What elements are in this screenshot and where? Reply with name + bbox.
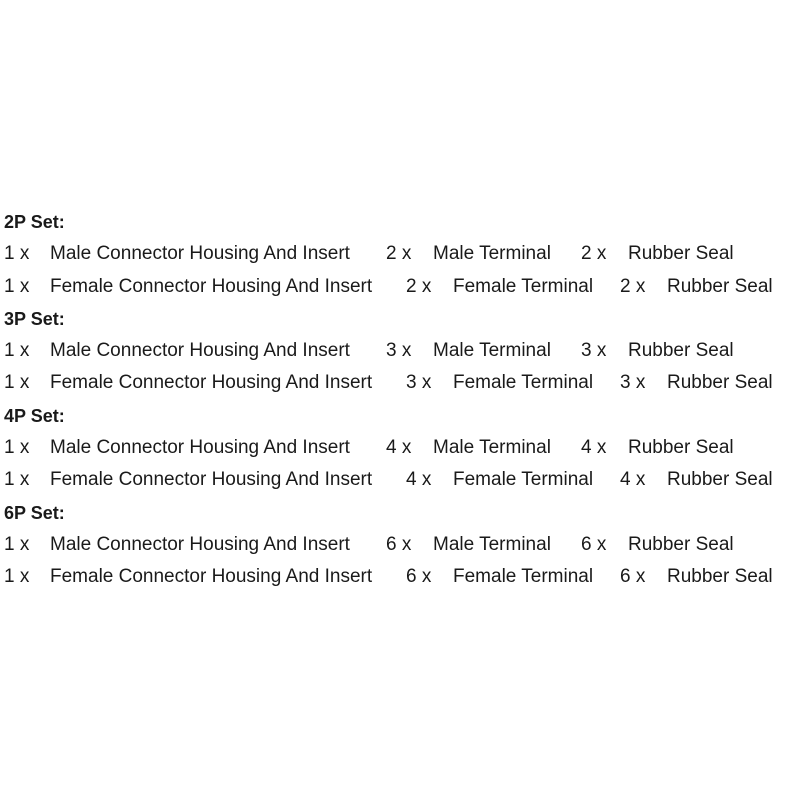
terminal-quantity: 2 x <box>406 275 432 297</box>
terminal-description: Female Terminal <box>453 469 594 491</box>
terminal-quantity: 3 x <box>406 372 432 394</box>
set-3p-female-row <box>4 367 796 399</box>
housing-description: Male Connector Housing And Insert <box>50 340 350 362</box>
terminal-description: Female Terminal <box>453 372 594 394</box>
seal-quantity: 4 x <box>620 469 646 491</box>
housing-quantity: 1 x <box>4 533 30 555</box>
terminal-description: Male Terminal <box>433 533 551 555</box>
set-6p-heading <box>4 497 796 529</box>
housing-quantity: 1 x <box>4 437 30 459</box>
set-6p-male-row <box>4 529 796 561</box>
housing-description: Female Connector Housing And Insert <box>50 469 373 491</box>
seal-description: Rubber Seal <box>628 243 734 265</box>
housing-quantity: 1 x <box>4 469 30 491</box>
housing-quantity: 1 x <box>4 340 30 362</box>
set-3p-male-row <box>4 335 796 367</box>
terminal-description: Male Terminal <box>433 437 551 459</box>
seal-quantity: 4 x <box>581 437 607 459</box>
housing-description: Female Connector Housing And Insert <box>50 566 373 588</box>
housing-description: Female Connector Housing And Insert <box>50 372 373 394</box>
housing-quantity: 1 x <box>4 243 30 265</box>
seal-quantity: 2 x <box>620 275 646 297</box>
seal-description: Rubber Seal <box>628 533 734 555</box>
set-2p-male-row <box>4 238 796 270</box>
set-title: 4P Set: <box>4 405 65 426</box>
set-2p-heading <box>4 206 796 238</box>
seal-quantity: 6 x <box>620 566 646 588</box>
terminal-quantity: 2 x <box>386 243 412 265</box>
seal-description: Rubber Seal <box>667 372 773 394</box>
terminal-quantity: 6 x <box>386 533 412 555</box>
seal-description: Rubber Seal <box>667 566 773 588</box>
seal-description: Rubber Seal <box>667 275 773 297</box>
seal-quantity: 6 x <box>581 533 607 555</box>
housing-quantity: 1 x <box>4 275 30 297</box>
terminal-description: Male Terminal <box>433 243 551 265</box>
set-6p-female-row <box>4 561 796 593</box>
set-4p-male-row <box>4 432 796 464</box>
set-title: 3P Set: <box>4 308 65 329</box>
set-title: 2P Set: <box>4 212 65 232</box>
housing-description: Male Connector Housing And Insert <box>50 243 350 265</box>
parts-list <box>4 206 796 594</box>
terminal-quantity: 6 x <box>406 566 432 588</box>
terminal-description: Female Terminal <box>453 566 594 588</box>
seal-description: Rubber Seal <box>667 469 773 491</box>
housing-quantity: 1 x <box>4 372 30 394</box>
housing-description: Female Connector Housing And Insert <box>50 275 373 297</box>
set-4p-heading <box>4 400 796 432</box>
terminal-description: Male Terminal <box>433 340 551 362</box>
set-3p-heading <box>4 303 796 335</box>
seal-quantity: 3 x <box>581 340 607 362</box>
seal-quantity: 3 x <box>620 372 646 394</box>
set-title: 6P Set: <box>4 502 65 523</box>
terminal-description: Female Terminal <box>453 275 594 297</box>
terminal-quantity: 4 x <box>406 469 432 491</box>
terminal-quantity: 4 x <box>386 437 412 459</box>
set-2p-female-row <box>4 271 796 303</box>
seal-description: Rubber Seal <box>628 340 734 362</box>
terminal-quantity: 3 x <box>386 340 412 362</box>
housing-description: Male Connector Housing And Insert <box>50 437 350 459</box>
housing-quantity: 1 x <box>4 566 30 588</box>
housing-description: Male Connector Housing And Insert <box>50 533 350 555</box>
seal-quantity: 2 x <box>581 243 607 265</box>
seal-description: Rubber Seal <box>628 437 734 459</box>
set-4p-female-row <box>4 464 796 496</box>
